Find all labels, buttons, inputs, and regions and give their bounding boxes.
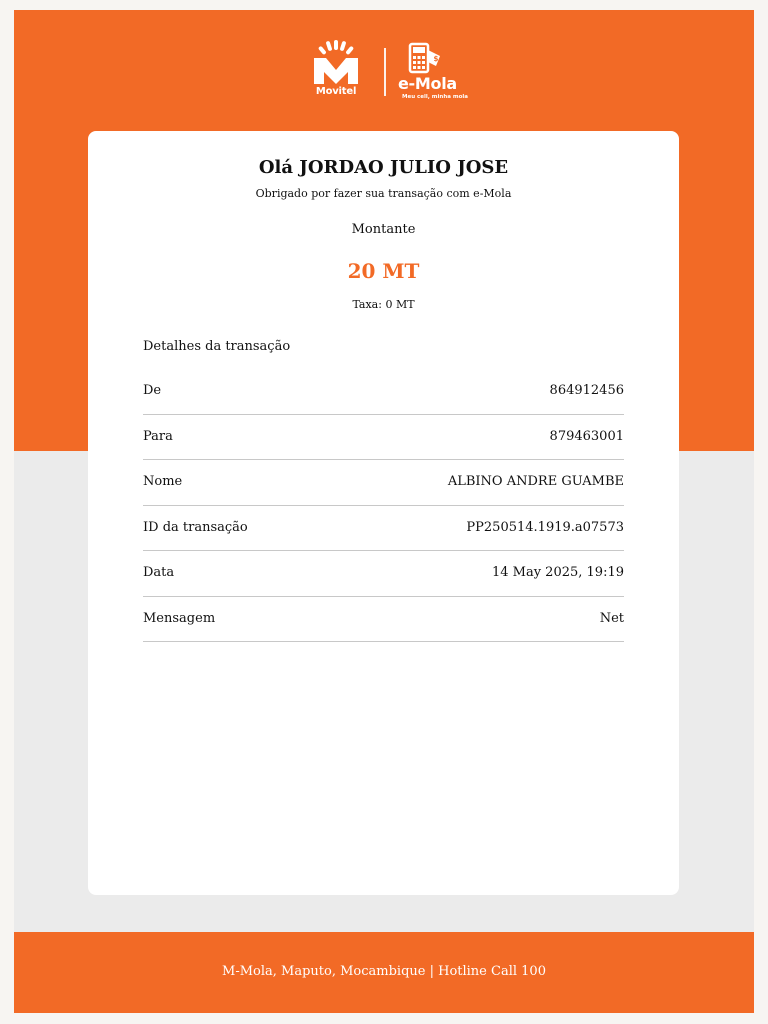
details-list [143, 369, 624, 642]
detail-label: Nome [143, 474, 183, 489]
detail-label: De [143, 383, 162, 398]
movitel-m-icon [306, 40, 366, 86]
receipt-card [88, 131, 679, 895]
detail-row-from [143, 369, 624, 415]
amount-value: 20 MT [347, 259, 420, 283]
detail-row-date [143, 551, 624, 597]
emola-tagline: Meu cell, minha mola [402, 94, 468, 100]
detail-row-transaction-id [143, 506, 624, 552]
detail-value: 864912456 [549, 383, 624, 398]
footer-band [14, 932, 754, 1013]
detail-value: 14 May 2025, 19:19 [491, 565, 624, 580]
logo-divider [384, 48, 386, 96]
detail-value: Net [599, 610, 624, 626]
detail-label: Data [143, 565, 175, 580]
emola-logo [398, 40, 478, 106]
detail-label: ID da transação [143, 519, 248, 535]
footer-text: M-Mola, Maputo, Mocambique | Hotline Call 100 [222, 964, 546, 979]
detail-label: Mensagem [143, 610, 216, 626]
thanks-text: Obrigado por fazer sua transação com e-Mola [255, 187, 512, 200]
fee-text: Taxa: 0 MT [352, 298, 415, 311]
detail-value: 879463001 [549, 428, 624, 444]
svg-text:$: $ [433, 55, 439, 63]
greeting-title: Olá JORDAO JULIO JOSE [258, 157, 509, 178]
detail-value: PP250514.1919.a07573 [466, 519, 624, 535]
movitel-logo [306, 40, 366, 102]
movitel-wordmark: Movitel [315, 86, 357, 97]
detail-value: ALBINO ANDRE GUAMBE [447, 474, 624, 489]
detail-row-to [143, 415, 624, 461]
detail-row-message [143, 597, 624, 643]
detail-row-name [143, 460, 624, 506]
emola-wordmark: e-Mola [398, 74, 457, 93]
emola-phone-icon [398, 40, 448, 76]
brand-logos [14, 40, 754, 110]
receipt-frame [14, 10, 754, 1013]
amount-label: Montante [351, 222, 416, 237]
details-heading: Detalhes da transação [143, 339, 291, 354]
detail-label: Para [143, 428, 173, 444]
